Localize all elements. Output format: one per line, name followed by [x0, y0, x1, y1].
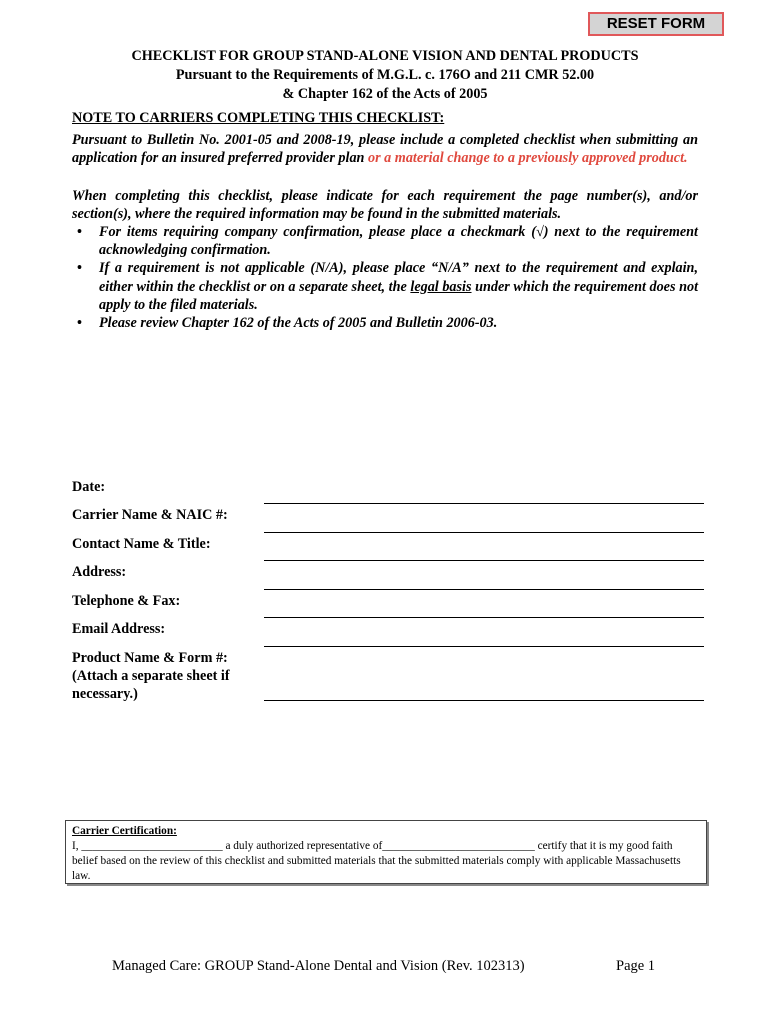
footer-title: Managed Care: GROUP Stand-Alone Dental and Vision (Rev. 102313): [112, 958, 525, 974]
document-subtitle: Pursuant to the Requirements of M.G.L. c. 176O and 211 CMR 52.00: [175, 67, 595, 83]
note-paragraph-2: When completing this checklist, please indicate for each requirement the page number(s), and/or section(s), where the required information may be found in the submitted materials.: [72, 188, 698, 223]
note-red-text: or a material change to a previously approved product.: [367, 150, 688, 167]
note-title: NOTE TO CARRIERS COMPLETING THIS CHECKLIST:: [72, 110, 445, 126]
note-paragraph-1: Pursuant to Bulletin No. 2001-05 and 2008-19, please include a completed checklist when submitting an application for an insured preferred provider plan or a material change to a previously approved product.: [72, 132, 698, 167]
date-field[interactable]: [264, 503, 704, 504]
contact-label: Contact Name & Title:: [72, 536, 211, 552]
product-label-note: (Attach a separate sheet if: [72, 668, 230, 684]
list-item: • If a requirement is not applicable (N/A), please place “N/A” next to the requirement and explain, either within the checklist or on a separate sheet, the legal basis under which the requirement does not apply to the filed materials.: [77, 260, 699, 313]
list-item: • For items requiring company confirmation, please place a checkmark (√) next to the requirement acknowledging confirmation.: [77, 224, 698, 259]
document-subtitle-2: & Chapter 162 of the Acts of 2005: [282, 86, 488, 102]
certification-text: I, _________________________ a duly authorized representative of___________________________ certify that it is my good faith belief based on the review of this checklist and submitted materials that the submitted materials comply with applicable Massachusetts law.: [72, 840, 681, 882]
carrier-label: Carrier Name & NAIC #:: [72, 507, 228, 523]
address-field[interactable]: [264, 589, 704, 590]
page-number: Page 1: [616, 958, 656, 974]
product-label-note-2: necessary.): [72, 686, 138, 702]
document-title: CHECKLIST FOR GROUP STAND-ALONE VISION AND DENTAL PRODUCTS: [131, 48, 639, 64]
list-item: • Please review Chapter 162 of the Acts of 2005 and Bulletin 2006-03.: [77, 315, 498, 332]
note-bullet-list: [72, 223, 698, 332]
reset-form-button[interactable]: RESET FORM: [588, 12, 724, 36]
email-label: Email Address:: [72, 621, 166, 637]
phone-label: Telephone & Fax:: [72, 593, 181, 609]
product-field[interactable]: [264, 700, 704, 701]
carrier-certification-box: [65, 820, 707, 884]
product-label: Product Name & Form #:: [72, 650, 228, 666]
certification-title: Carrier Certification:: [72, 825, 177, 837]
phone-field[interactable]: [264, 617, 704, 618]
address-label: Address:: [72, 564, 127, 580]
contact-field[interactable]: [264, 560, 704, 561]
email-field[interactable]: [264, 646, 704, 647]
date-label: Date:: [72, 479, 106, 495]
carrier-field[interactable]: [264, 532, 704, 533]
